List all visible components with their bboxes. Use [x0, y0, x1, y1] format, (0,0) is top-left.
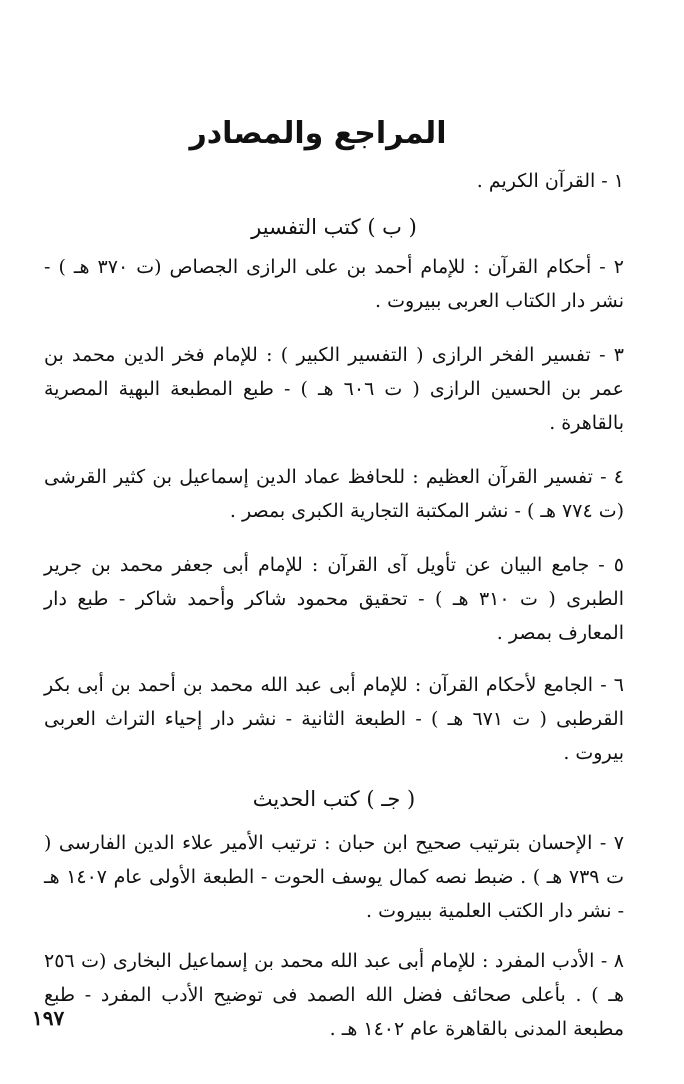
- reference-entry-8: ٨ - الأدب المفرد : للإمام أبى عبد الله محمد بن إسماعيل البخارى (ت ٢٥٦ هـ ) . بأعلى صحائف فضل الله الصمد فى توضيح الأدب المفرد - طبع مطبعة المدنى بالقاهرة عام ١٤٠٢ هـ .: [44, 950, 624, 1040]
- page-number: ١٩٧: [32, 1006, 65, 1030]
- reference-entry-3: ٣ - تفسير الفخر الرازى ( التفسير الكبير ) : للإمام فخر الدين محمد بن عمر بن الحسين الرازى ( ت ٦٠٦ هـ ) - طبع المطبعة البهية المصرية بالقاهرة .: [44, 344, 624, 434]
- reference-entry-4: ٤ - تفسير القرآن العظيم : للحافظ عماد الدين إسماعيل بن كثير القرشى (ت ٧٧٤ هـ ) - نشر المكتبة التجارية الكبرى بمصر .: [44, 466, 624, 522]
- reference-entry-1: ١ - القرآن الكريم .: [476, 170, 624, 192]
- reference-entry-6: ٦ - الجامع لأحكام القرآن : للإمام أبى عبد الله محمد بن أحمد بن أبى بكر القرطبى ( ت ٦٧١ هـ ) - الطبعة الثانية - نشر دار إحياء التراث العربى بيروت .: [44, 674, 624, 764]
- page-body: [44, 112, 624, 1046]
- reference-entry-2: ٢ - أحكام القرآن : للإمام أحمد بن على الرازى الجصاص (ت ٣٧٠ هـ ) - نشر دار الكتاب العربى ببيروت .: [44, 256, 624, 312]
- section-heading-hadith: ( جـ ) كتب الحديث: [252, 787, 416, 811]
- reference-entry-5: ٥ - جامع البيان عن تأويل آى القرآن : للإمام أبى جعفر محمد بن جرير الطبرى ( ت ٣١٠ هـ ) - تحقيق محمود شاكر وأحمد شاكر - طبع دار المعارف بمصر .: [44, 554, 625, 644]
- section-heading-tafsir: ( ب ) كتب التفسير: [251, 215, 417, 239]
- reference-entry-7: ٧ - الإحسان بترتيب صحيح ابن حبان : ترتيب الأمير علاء الدين الفارسى ( ت ٧٣٩ هـ ) . ضبط نصه كمال يوسف الحوت - الطبعة الأولى عام ١٤٠٧ هـ - نشر دار الكتب العلمية ببيروت .: [44, 832, 624, 922]
- page-title: المراجع والمصادر: [189, 116, 447, 151]
